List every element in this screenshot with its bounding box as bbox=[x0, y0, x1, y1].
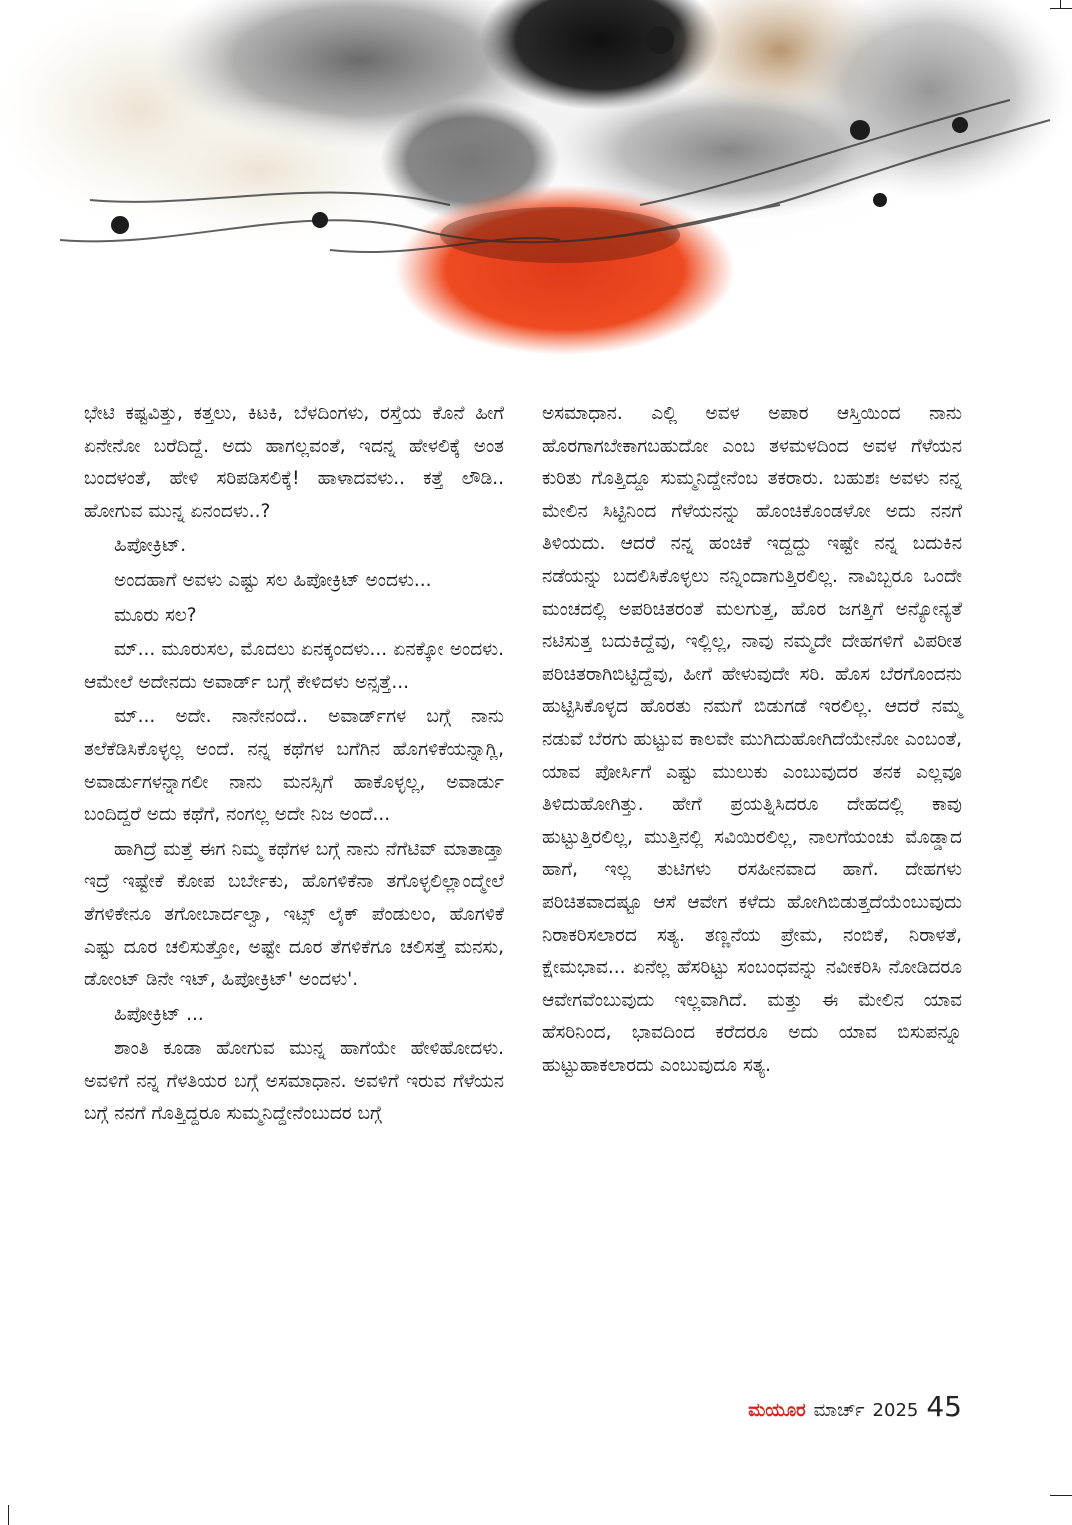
paragraph: ಮ್... ಅದೇ. ನಾನೇನಂದೆ.. ಅವಾರ್ಡ್‌ಗಳ ಬಗ್ಗೆ ನಾನು ತಲೆಕೆಡಿಸಿಕೊಳ್ಳಲ್ಲ ಅಂದೆ. ನನ್ನ ಕಥೆಗಳ ಬಗೆಗಿನ ಹೊಗಳಿಕೆಯನ್ನಾಗ್ಲಿ, ಅವಾರ್ಡುಗಳನ್ನಾಗಲೀ ನಾನು ಮನಸ್ಸಿಗೆ ಹಾಕೊಳ್ಳಲ್ಲ, ಅವಾರ್ಡು ಬಂದಿದ್ದರೆ ಅದು ಕಥೆಗೆ, ನಂಗಲ್ಲ ಅದೇ ನಿಜ ಅಂದೆ... bbox=[84, 706, 504, 826]
crop-mark bbox=[1050, 8, 1072, 9]
paragraph: ಹಾಗಿದ್ರೆ ಮತ್ತೆ ಈಗ ನಿಮ್ಮ ಕಥೆಗಳ ಬಗ್ಗೆ ನಾನು ನೆಗೆಟಿವ್ ಮಾತಾಡ್ತಾ ಇದ್ರೆ ಇಷ್ಟೇಕೆ ಕೋಪ ಬರ್ಬೇಕು, ಹೊಗಳಿಕೆನಾ ತಗೊಳ್ಳಲಿಲ್ಲಾಂದ್ಮೇಲೆ ತೆಗಳಿಕೇನೂ ತಗೋಬಾರ್ದಲ್ವಾ, ಇಟ್ಸ್ ಲೈಕ್ ಪೆಂಡುಲಂ, ಹೊಗಳಿಕೆ ಎಷ್ಟು ದೂರ ಚಲಿಸುತ್ತೋ, ಅಷ್ಟೇ ದೂರ ತೆಗಳಿಕೆಗೂ ಚಲಿಸತ್ತೆ ಮನಸು, ಡೋಂಟ್ ಡಿನೇ ಇಟ್, ಹಿಪೋಕ್ರಿಟ್' ಅಂದಳು'. bbox=[84, 838, 504, 991]
text-column-right bbox=[542, 398, 962, 1084]
paragraph: ಹಿಪೋಕ್ರಿಟ್ ... bbox=[114, 1003, 204, 1025]
crop-mark bbox=[8, 1505, 9, 1525]
paragraph: ಮೂರು ಸಲ? bbox=[114, 604, 197, 626]
crop-mark bbox=[1050, 1495, 1072, 1496]
fur-mass bbox=[0, 0, 1070, 355]
text-column-left bbox=[84, 398, 504, 1133]
paragraph: ಭೇಟಿ ಕಷ್ಟವಿತ್ತು, ಕತ್ತಲು, ಕಿಟಕಿ, ಬೆಳದಿಂಗಳು, ರಸ್ತೆಯ ಕೊನೆ ಹೀಗೆ ಏನೇನೋ ಬರೆದಿದ್ದೆ. ಅದು ಹಾಗಲ್ಲವಂತೆ, ಇದನ್ನ ಹೇಳಲಿಕ್ಕೆ ಅಂತ ಬಂದಳಂತೆ, ಹೇಳಿ ಸರಿಪಡಿಸಲಿಕ್ಕೆ! ಹಾಳಾದವಳು.. ಕತ್ತೆ ಲೌಡಿ.. ಹೋಗುವ ಮುನ್ನ ಏನಂದಳು..? bbox=[84, 403, 504, 522]
issue-month: ಮಾರ್ಚ್ bbox=[813, 1400, 865, 1421]
page-footer bbox=[748, 1390, 962, 1430]
paragraph: ಮ್... ಮೂರುಸಲ, ಮೊದಲು ಏನಕ್ಕಂದಳು... ಏನಕ್ಕೋ ಅಂದಳು. ಆಮೇಲೆ ಅದೇನದು ಅವಾರ್ಡ್ ಬಗ್ಗೆ ಕೇಳಿದಳು ಅನ್ಸತ್ತೆ... bbox=[84, 639, 504, 693]
paragraph: ಹಿಪೋಕ್ರಿಟ್. bbox=[114, 535, 187, 557]
paragraph: ಅಸಮಾಧಾನ. ಎಲ್ಲಿ ಅವಳ ಅಪಾರ ಆಸ್ತಿಯಿಂದ ನಾನು ಹೊರಗಾಗಬೇಕಾಗಬಹುದೋ ಎಂಬ ತಳಮಳದಿಂದ ಅವಳ ಗೆಳೆಯನ ಕುರಿತು ಗೊತ್ತಿದ್ದೂ ಸುಮ್ಮನಿದ್ದೇನೆಂಬ ತಕರಾರು. ಬಹುಶಃ ಅವಳು ನನ್ನ ಮೇಲಿನ ಸಿಟ್ಟಿನಿಂದ ಗೆಳೆಯನನ್ನು ಹೊಂಚಿಕೊಂಡಳೋ ಅದು ನನಗೆ ತಿಳಿಯದು. ಆದರೆ ನನ್ನ ಹಂಚಿಕೆ ಇದ್ದದ್ದು ಇಷ್ಟೇ ನನ್ನ ಬದುಕಿನ ನಡೆಯನ್ನು ಬದಲಿಸಿಕೊಳ್ಳಲು ನನ್ನಿಂದಾಗುತ್ತಿರಲಿಲ್ಲ. ನಾವಿಬ್ಬರೂ ಒಂದೇ ಮಂಚದಲ್ಲಿ ಅಪರಿಚಿತರಂತೆ ಮಲಗುತ್ತ, ಹೊರ ಜಗತ್ತಿಗೆ ಅನ್ಯೋನ್ಯತೆ ನಟಿಸುತ್ತ ಬದುಕಿದ್ದೆವು, ಇಲ್ಲಿಲ್ಲ, ನಾವು ನಮ್ಮದೇ ದೇಹಗಳಿಗೆ ವಿಪರೀತ ಪರಿಚಿತರಾಗಿಬಿಟ್ಟಿದ್ದೆವು, ಹೀಗೆ ಹೇಳುವುದೇ ಸರಿ. ಹೊಸ ಬೆರಗೊಂದನು ಹುಟ್ಟಿಸಿಕೊಳ್ಳದ ಹೊರತು ನಮಗೆ ಬಿಡುಗಡೆ ಇರಲಿಲ್ಲ. ಆದರೆ ನಮ್ಮ ನಡುವೆ ಬೆರಗು ಹುಟ್ಟುವ ಕಾಲವೇ ಮುಗಿದುಹೋಗಿದೆಯೇನೋ ಎಂಬಂತೆ, ಯಾವ ಪೋರ್ಸಿಗೆ ಎಷ್ಟು ಮುಲುಕು ಎಂಬುವುದರ ತನಕ ಎಲ್ಲವೂ ತಿಳಿದುಹೋಗಿತ್ತು. ಹೇಗೆ ಪ್ರಯತ್ನಿಸಿದರೂ ದೇಹದಲ್ಲಿ ಕಾವು ಹುಟ್ಟುತ್ತಿರಲಿಲ್ಲ, ಮುತ್ತಿನಲ್ಲಿ ಸವಿಯಿರಲಿಲ್ಲ, ನಾಲಗೆಯಂಚು ಮೊಡ್ಡಾದ ಹಾಗೆ, ಇಲ್ಲ ತುಟಿಗಳು ರಸಹೀನವಾದ ಹಾಗೆ. ದೇಹಗಳು ಪರಿಚಿತವಾದಷ್ಟೂ ಆಸೆ ಆವೇಗ ಕಳೆದು ಹೋಗಿಬಿಡುತ್ತದೆಯೆಂಬುವುದು ನಿರಾಕರಿಸಲಾರದ ಸತ್ಯ. ತಣ್ಣನೆಯ ಪ್ರೇಮ, ನಂಬಿಕೆ, ನಿರಾಳತೆ, ಕ್ಷೇಮಭಾವ... ಏನೆಲ್ಲ ಹೆಸರಿಟ್ಟು ಸಂಬಂಧವನ್ನು ನವೀಕರಿಸಿ ನೋಡಿದರೂ ಆವೇಗವೆಂಬುವುದು ಇಲ್ಲವಾಗಿದೆ. ಮತ್ತು ಈ ಮೇಲಿನ ಯಾವ ಹೆಸರಿನಿಂದ, ಭಾವದಿಂದ ಕರೆದರೂ ಅದು ಯಾವ ಬಿಸುಪನ್ನೂ ಹುಟ್ಟುಹಾಕಲಾರದು ಎಂಬುವುದೂ ಸತ್ಯ. bbox=[542, 403, 962, 1076]
issue-year: 2025 bbox=[872, 1400, 919, 1421]
magazine-name: ಮಯೂರ bbox=[748, 1400, 806, 1421]
header-artwork bbox=[0, 0, 1072, 365]
paragraph: ಶಾಂತಿ ಕೂಡಾ ಹೋಗುವ ಮುನ್ನ ಹಾಗೆಯೇ ಹೇಳಿಹೋದಳು. ಅವಳಿಗೆ ನನ್ನ ಗೆಳತಿಯರ ಬಗ್ಗೆ ಅಸಮಾಧಾನ. ಅವಳಿಗೆ ಇರುವ ಗೆಳೆಯನ ಬಗ್ಗೆ ನನಗೆ ಗೊತ್ತಿದ್ದರೂ ಸುಮ್ಮನಿದ್ದೇನೆಂಬುದರ ಬಗ್ಗೆ bbox=[84, 1038, 504, 1125]
crop-mark bbox=[1060, 0, 1061, 8]
paragraph: ಅಂದಹಾಗೆ ಅವಳು ಎಷ್ಟು ಸಲ ಹಿಪೋಕ್ರಿಟ್ ಅಂದಳು... bbox=[114, 569, 432, 591]
page-number: 45 bbox=[926, 1390, 962, 1423]
